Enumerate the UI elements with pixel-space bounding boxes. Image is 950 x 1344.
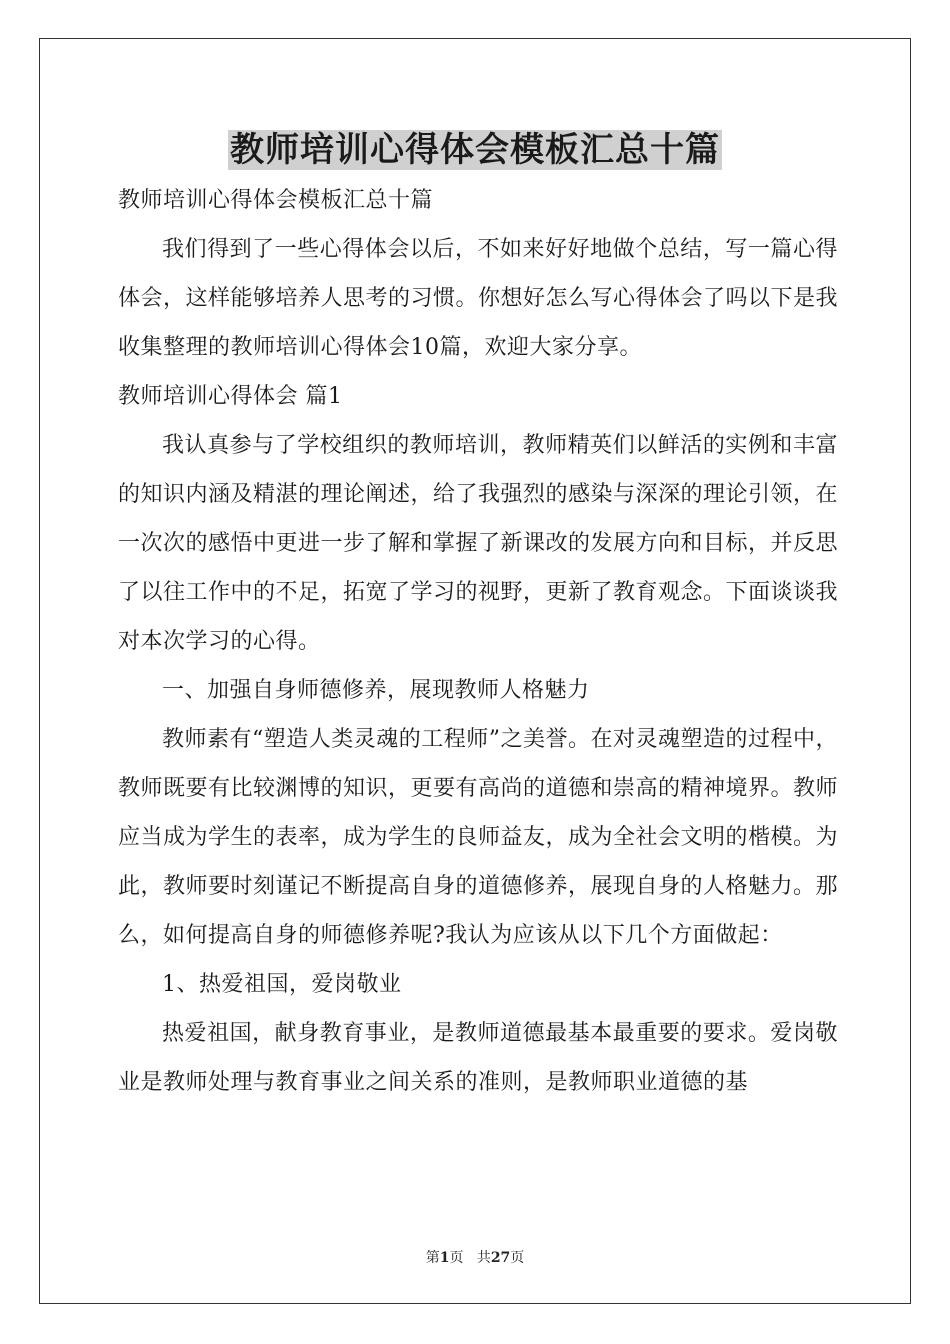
page-footer [0, 1248, 950, 1268]
paragraph-body: 我认真参与了学校组织的教师培训，教师精英们以鲜活的实例和丰富的知识内涵及精湛的理论阐述，给了我强烈的感染与深深的理论引领，在一次次的感悟中更进一步了解和掌握了新课改的发展方向和目标，并反思了以往工作中的不足，拓宽了学习的视野，更新了教育观念。下面谈谈我对本次学习的心得。 [118, 433, 839, 654]
subheading-numbered: 1、热爱祖国，爱岗敬业 [162, 972, 402, 997]
section-heading: 教师培训心得体会 篇1 [118, 384, 343, 409]
page-mid: 页 [449, 1250, 464, 1266]
subheading: 一、加强自身师德修养，展现教师人格魅力 [162, 678, 590, 703]
current-page-number: 1 [439, 1250, 450, 1266]
total-page-count: 27 [490, 1250, 511, 1266]
paragraph-subtitle: 教师培训心得体会模板汇总十篇 [118, 188, 434, 213]
paragraph-body: 教师素有“塑造人类灵魂的工程师”之美誉。在对灵魂塑造的过程中，教师既要有比较渊博的知识，更要有高尚的道德和崇高的精神境界。教师应当成为学生的表率，成为学生的良师益友，成为全社会文明的楷模。为此，教师要时刻谨记不断提高自身的道德修养，展现自身的人格魅力。那么，如何提高自身的师德修养呢?我认为应该从以下几个方面做起： [118, 727, 839, 948]
paragraph-body: 热爱祖国，献身教育事业，是教师道德最基本最重要的要求。爱岗敬业是教师处理与教育事业之间关系的准则，是教师职业道德的基 [118, 1021, 838, 1095]
page-prefix: 第 [425, 1250, 440, 1266]
document-body [118, 176, 838, 1107]
paragraph-intro: 我们得到了一些心得体会以后，不如来好好地做个总结，写一篇心得体会，这样能够培养人思考的习惯。你想好怎么写心得体会了吗以下是我收集整理的教师培训心得体会10篇，欢迎大家分享。 [118, 237, 839, 360]
total-suffix: 页 [510, 1250, 525, 1266]
total-prefix: 共 [476, 1250, 491, 1266]
document-title-text: 教师培训心得体会模板汇总十篇 [230, 130, 720, 170]
document-title [0, 126, 950, 174]
